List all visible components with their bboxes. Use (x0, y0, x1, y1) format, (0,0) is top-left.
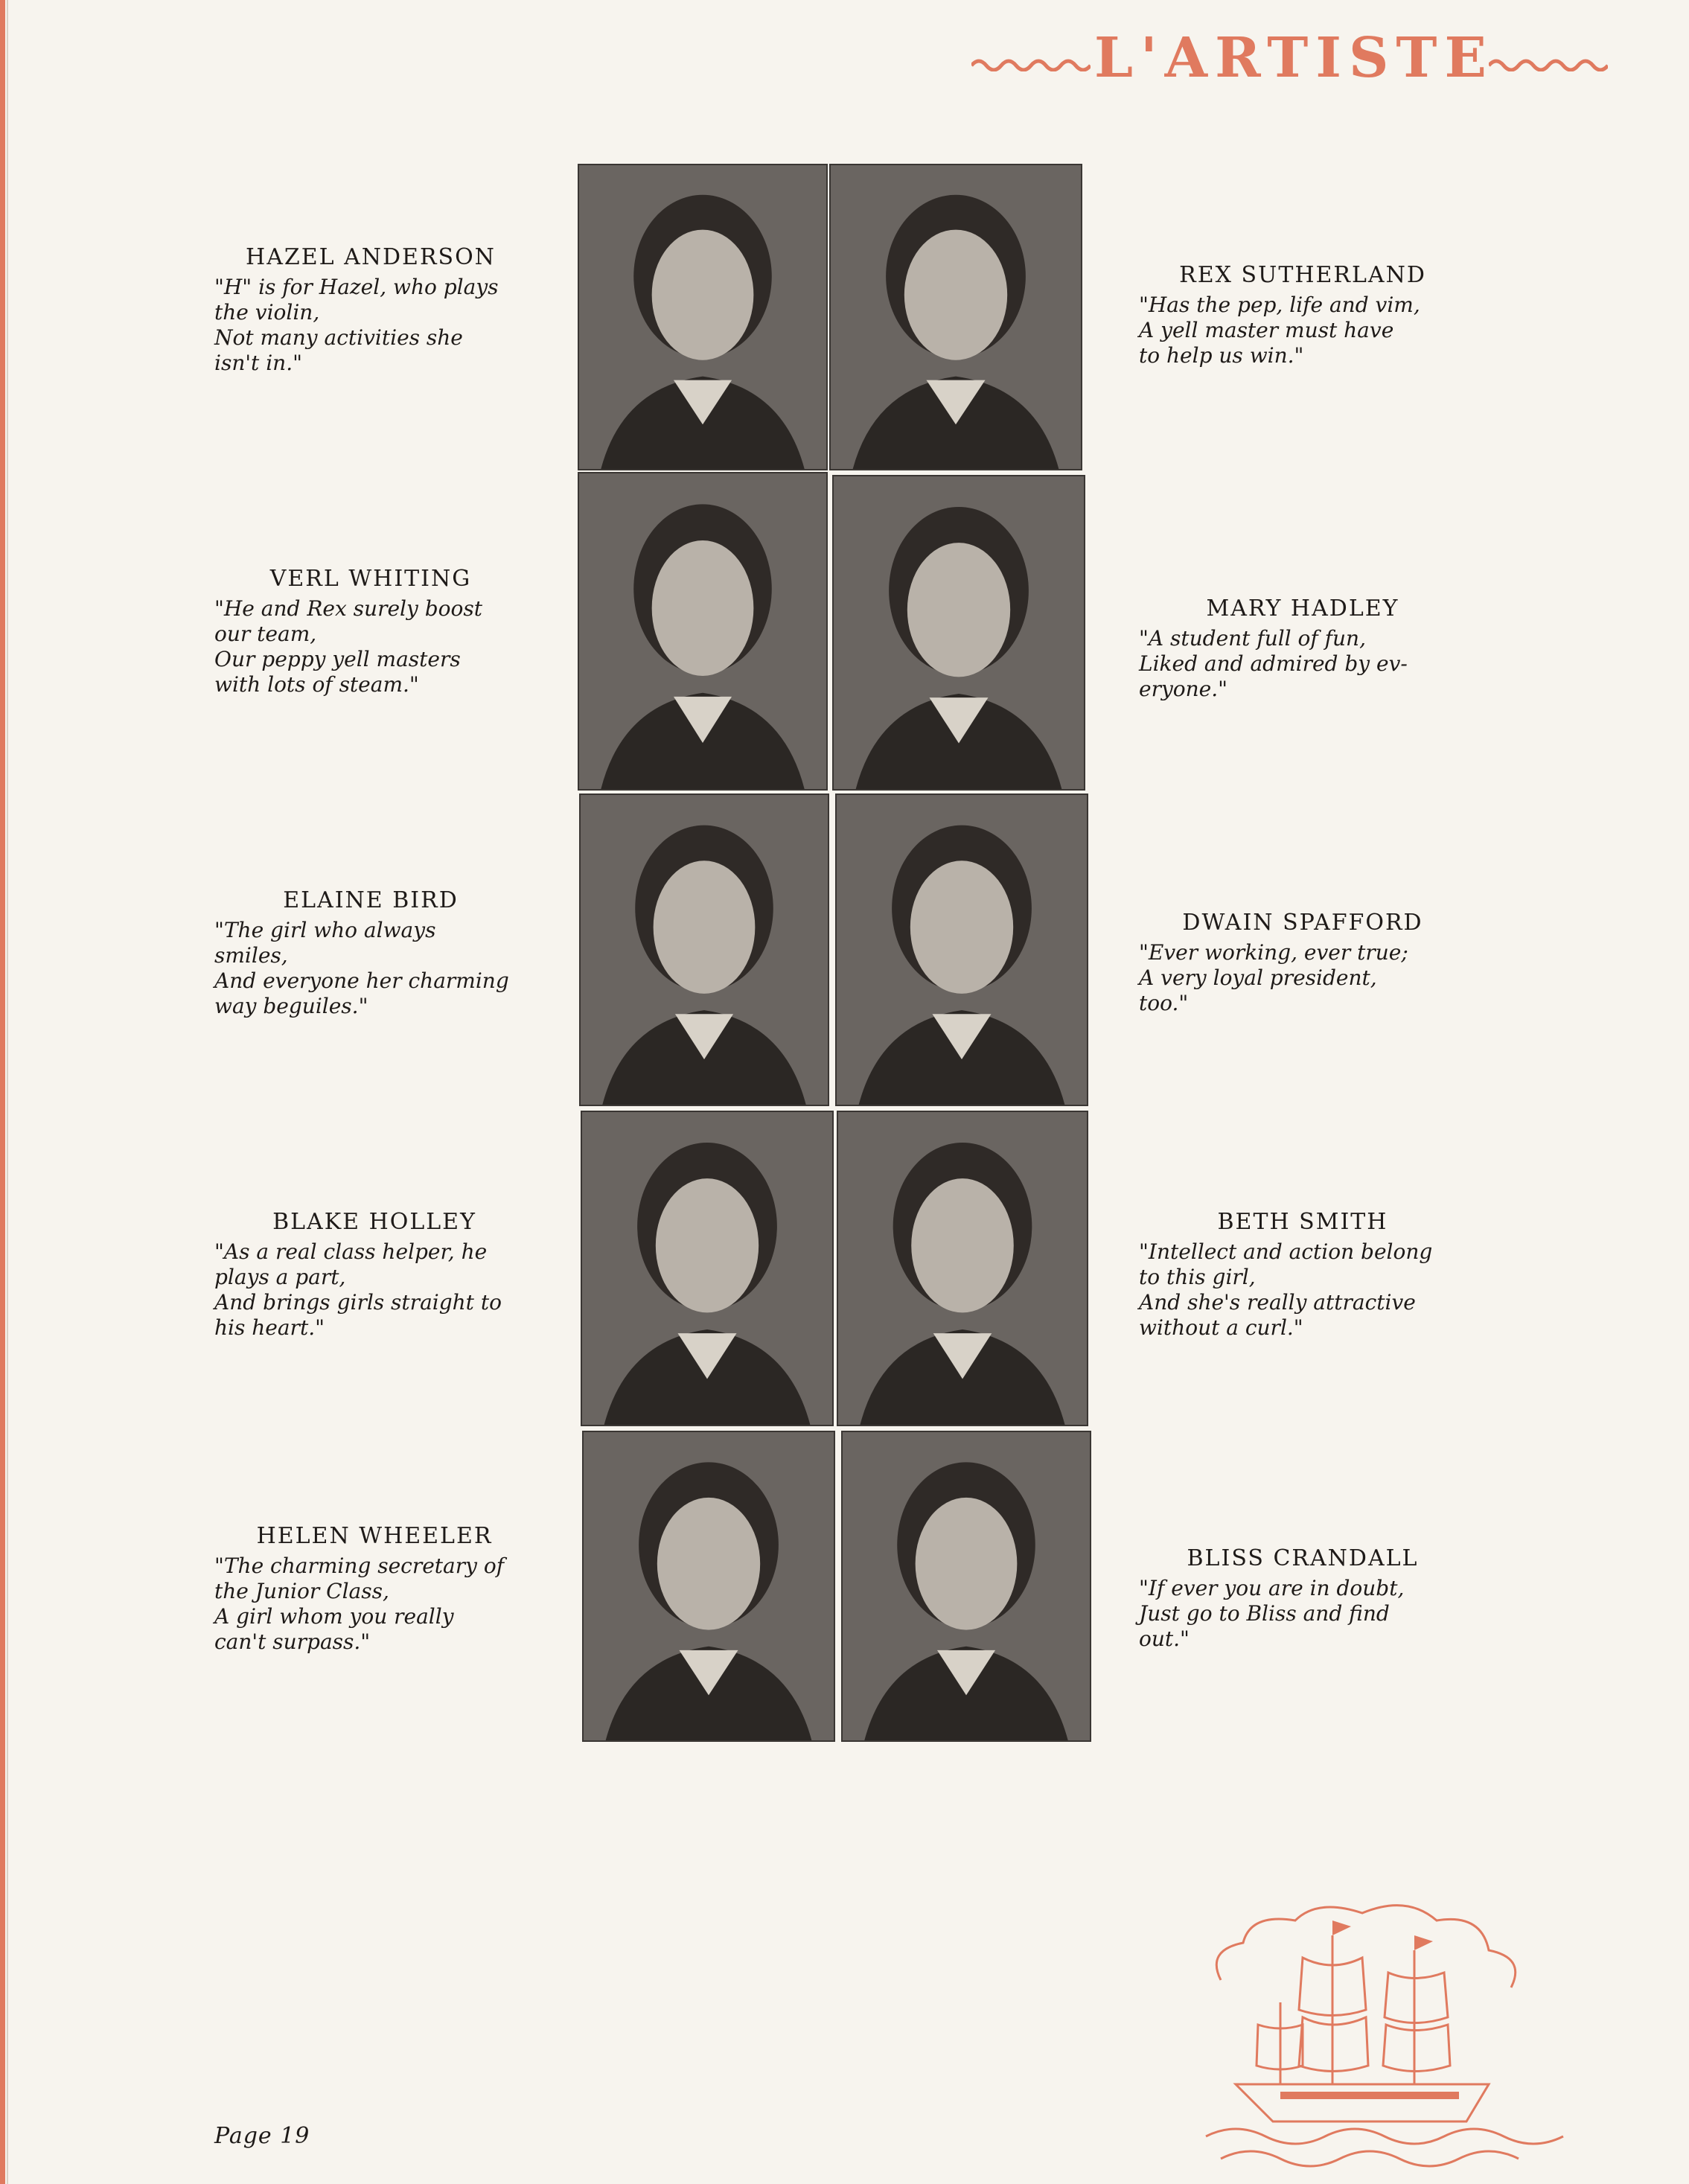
portrait-helen-wheeler (582, 1431, 835, 1742)
portrait-hazel-anderson (578, 164, 828, 470)
caption-rex-sutherland (1139, 262, 1466, 368)
page-number: Page 19 (214, 2123, 310, 2149)
caption-beth-smith (1139, 1209, 1466, 1341)
student-quote: "As a real class helper, he plays a part, And brings girls straight to his heart." (214, 1239, 502, 1340)
portrait-beth-smith (837, 1111, 1088, 1426)
student-name: VERL WHITING (269, 566, 472, 592)
left-margin-rule-inner (7, 0, 8, 2184)
portrait-bliss-crandall (841, 1431, 1091, 1742)
student-quote: "A student full of fun, Liked and admired by ev- eryone." (1139, 626, 1408, 701)
student-quote: "The charming secretary of the Junior Class, A girl whom you really can't surpass." (214, 1554, 505, 1654)
wave-ornament-right (1489, 54, 1608, 71)
student-quote: "Intellect and action belong to this girl, And she's really attractive without a curl." (1139, 1239, 1433, 1340)
student-name: ELAINE BIRD (283, 887, 459, 913)
student-quote: "Ever working, ever true; A very loyal president, too." (1139, 940, 1408, 1015)
portrait-elaine-bird (579, 794, 829, 1106)
portrait-rex-sutherland (829, 164, 1082, 470)
portrait-verl-whiting (578, 472, 828, 791)
student-name: BLISS CRANDALL (1187, 1545, 1419, 1571)
caption-elaine-bird (214, 887, 527, 1019)
left-margin-rule (0, 0, 5, 2184)
caption-dwain-spafford (1139, 910, 1466, 1016)
page-header (968, 21, 1608, 103)
student-quote: "Has the pep, life and vim, A yell master must have to help us win." (1139, 293, 1420, 368)
student-name: REX SUTHERLAND (1179, 262, 1426, 288)
portrait-mary-hadley (832, 475, 1085, 791)
student-name: HAZEL ANDERSON (246, 244, 496, 270)
student-name: BLAKE HOLLEY (272, 1209, 476, 1235)
caption-verl-whiting (214, 566, 527, 697)
caption-helen-wheeler (214, 1523, 534, 1655)
student-name: MARY HADLEY (1206, 596, 1399, 622)
sailing-ship-ornament (1191, 1891, 1608, 2174)
portrait-dwain-spafford (835, 794, 1088, 1106)
student-quote: "H" is for Hazel, who plays the violin, Not many activities she isn't in." (214, 275, 499, 375)
student-name: BETH SMITH (1217, 1209, 1388, 1235)
student-quote: "If ever you are in doubt, Just go to Bliss and find out." (1139, 1576, 1405, 1651)
student-name: DWAIN SPAFFORD (1182, 910, 1423, 936)
caption-hazel-anderson (214, 244, 527, 376)
student-name: HELEN WHEELER (256, 1523, 493, 1549)
wave-ornament-left (971, 54, 1091, 71)
caption-blake-holley (214, 1209, 534, 1341)
student-quote: "The girl who always smiles, And everyone her charming way beguiles." (214, 918, 509, 1018)
caption-bliss-crandall (1139, 1545, 1466, 1652)
caption-mary-hadley (1139, 596, 1466, 702)
yearbook-title: L'ARTISTE (1094, 26, 1494, 90)
student-quote: "He and Rex surely boost our team, Our peppy yell masters with lots of steam." (214, 596, 482, 697)
portrait-blake-holley (581, 1111, 834, 1426)
